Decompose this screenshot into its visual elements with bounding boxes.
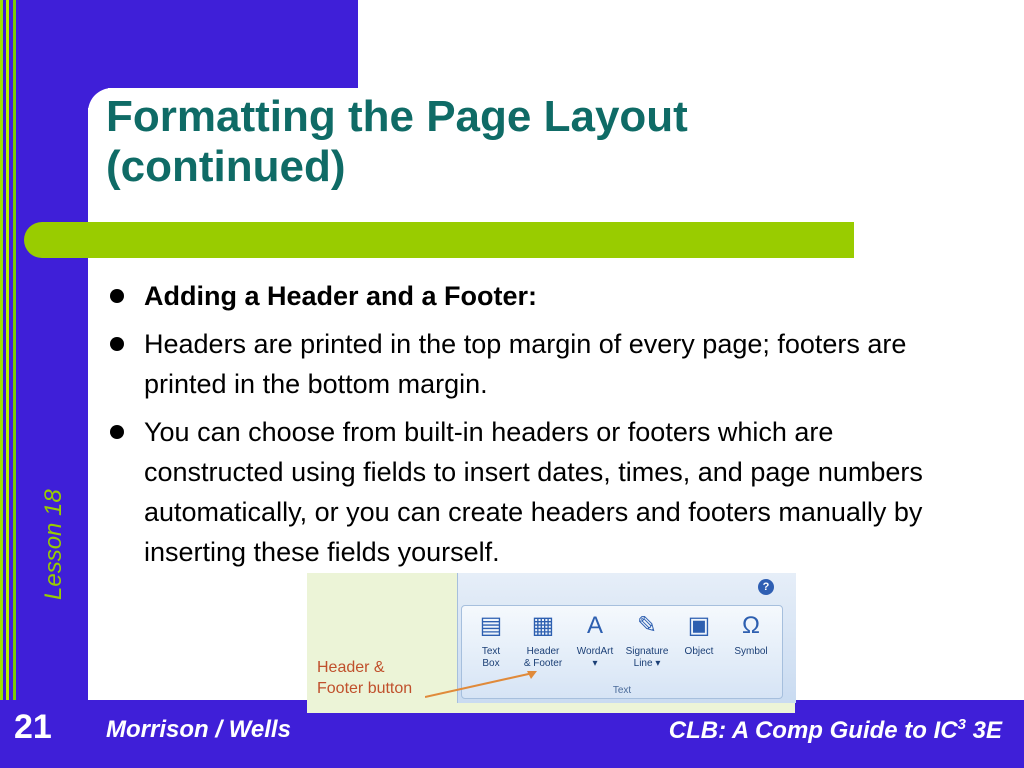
group-label: Text (612, 685, 632, 696)
bullet-dot-icon (110, 425, 124, 439)
bullet-item (106, 412, 976, 572)
callout-line: Header & (317, 659, 385, 676)
top-block (88, 0, 358, 88)
button-label: ▾ (592, 658, 598, 669)
help-icon[interactable]: ? (758, 579, 774, 595)
bullet-text: Adding a Header and a Footer: (144, 281, 538, 311)
callout-arrow-icon (425, 669, 545, 699)
bullet-text: You can choose from built-in headers or footers which are constructed using fields to insert dates, times, and page numbers automatically, or you can create headers and footers manually by inserting these fields yourself. (144, 417, 923, 567)
header-footer-icon: ▦ (531, 612, 555, 639)
bullet-dot-icon (110, 289, 124, 303)
symbol-icon: Ω (742, 612, 760, 639)
signature-line-button[interactable] (622, 612, 672, 670)
text-box-button[interactable] (466, 612, 516, 670)
wordart-icon: A (586, 612, 603, 639)
bullet-item (106, 276, 976, 316)
button-label: Symbol (734, 646, 768, 657)
bullet-text: Headers are printed in the top margin of every page; footers are printed in the bottom margin. (144, 329, 907, 399)
footer-course (669, 716, 1002, 745)
decorative-stripes (0, 0, 22, 768)
title-line-1: Formatting the Page Layout (106, 92, 688, 141)
footer-authors: Morrison / Wells (106, 716, 291, 743)
callout-line: Footer button (317, 680, 413, 697)
bullet-dot-icon (110, 337, 124, 351)
button-label: Text (481, 646, 501, 657)
symbol-button[interactable] (726, 612, 776, 658)
bullet-item (106, 324, 976, 404)
slide-title (106, 92, 866, 192)
button-label: Object (684, 646, 714, 657)
button-label: WordArt (576, 646, 614, 657)
button-label: & Footer (523, 658, 563, 669)
footer-course-end: 3E (965, 717, 1002, 744)
page-number: 21 (14, 708, 52, 746)
side-lesson-label: Lesson 18 (40, 489, 67, 600)
button-label: Header (526, 646, 560, 657)
button-label: Line ▾ (633, 658, 661, 669)
wordart-button[interactable] (570, 612, 620, 670)
header-footer-button[interactable] (518, 612, 568, 670)
footer-course-sup: 3 (957, 716, 966, 733)
signature-line-icon: ✎ (636, 612, 658, 639)
title-underline-bar (24, 222, 854, 258)
ribbon-screenshot (307, 573, 795, 713)
button-label: Box (482, 658, 500, 669)
bullet-list (106, 276, 976, 580)
footer-course-main: CLB: A Comp Guide to IC (668, 717, 958, 744)
text-box-icon: ▤ (479, 612, 503, 639)
button-label: Signature (625, 646, 669, 657)
object-icon: ▣ (687, 612, 711, 639)
title-line-2: (continued) (106, 142, 346, 191)
object-button[interactable] (674, 612, 724, 658)
